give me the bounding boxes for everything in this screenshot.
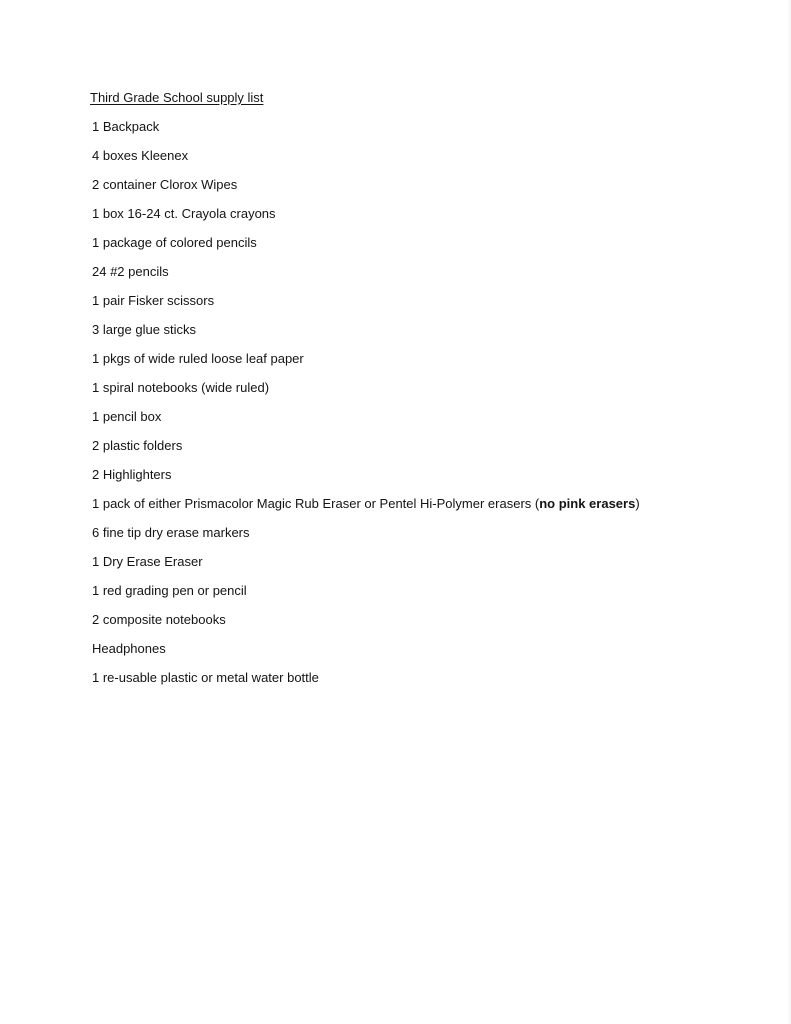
list-item-text: 1 pack of either Prismacolor Magic Rub Eraser or Pentel Hi-Polymer erasers ( xyxy=(92,496,540,511)
list-item: 6 fine tip dry erase markers xyxy=(92,525,250,540)
list-item: 2 Highlighters xyxy=(92,467,172,482)
list-item: 1 pkgs of wide ruled loose leaf paper xyxy=(92,351,304,366)
list-item: 1 box 16-24 ct. Crayola crayons xyxy=(92,206,276,221)
list-item: 1 spiral notebooks (wide ruled) xyxy=(92,380,270,395)
list-item: 1 Backpack xyxy=(92,119,160,134)
list-item: 2 plastic folders xyxy=(92,438,183,453)
list-item: 2 container Clorox Wipes xyxy=(92,177,238,192)
list-item: 2 composite notebooks xyxy=(92,612,226,627)
supply-list xyxy=(92,118,640,698)
list-item-eraser-note xyxy=(92,495,640,524)
list-item: 1 Dry Erase Eraser xyxy=(92,554,203,569)
list-item: Headphones xyxy=(92,641,166,656)
page-title: Third Grade School supply list xyxy=(90,90,264,105)
list-item: 1 package of colored pencils xyxy=(92,235,257,250)
bold-warning-text: no pink erasers xyxy=(539,496,636,511)
list-item: 3 large glue sticks xyxy=(92,322,197,337)
list-item: 1 pencil box xyxy=(92,409,162,424)
list-item: 24 #2 pencils xyxy=(92,264,169,279)
list-item: 1 pair Fisker scissors xyxy=(92,293,215,308)
list-item: 1 re-usable plastic or metal water bottle xyxy=(92,670,319,685)
list-item: 4 boxes Kleenex xyxy=(92,148,189,163)
list-item: 1 red grading pen or pencil xyxy=(92,583,247,598)
list-item-text-end: ) xyxy=(635,496,640,511)
